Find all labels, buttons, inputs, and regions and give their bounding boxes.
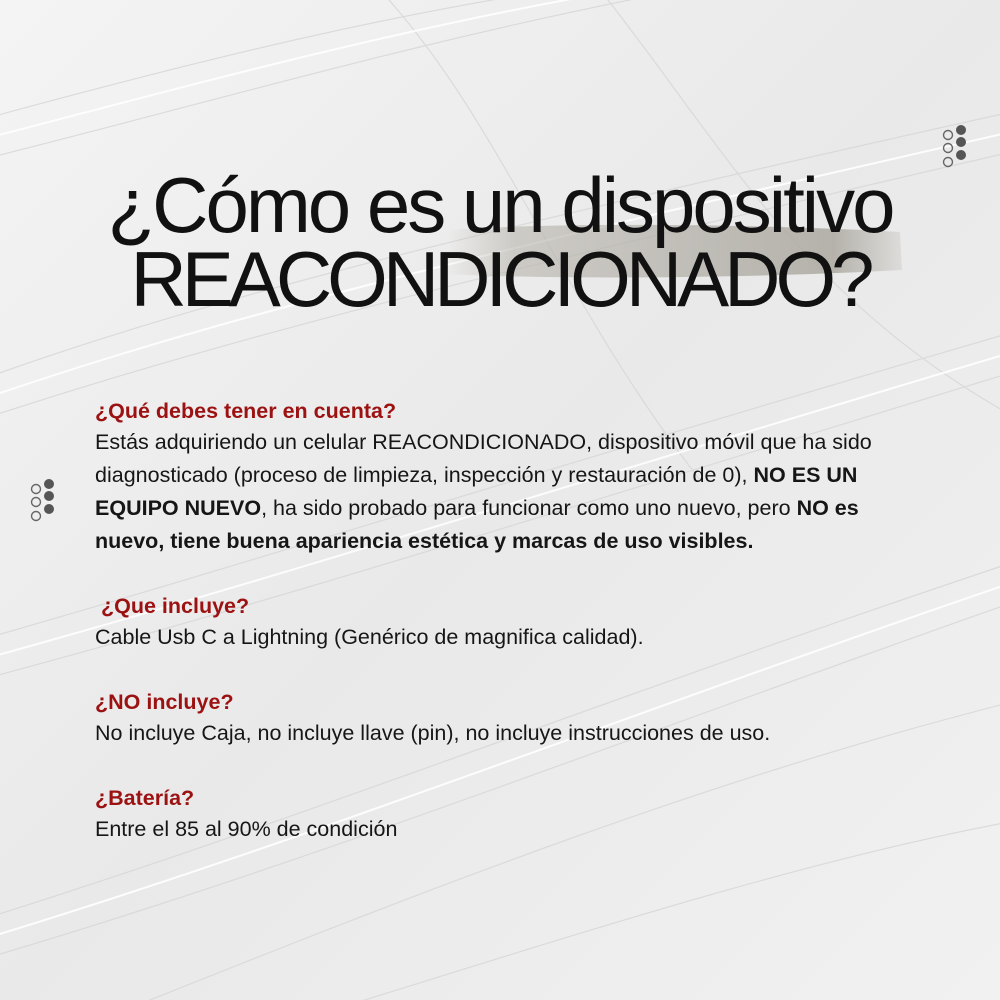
section-battery xyxy=(95,783,915,846)
section-text: No incluye Caja, no incluye llave (pin), no incluye instrucciones de uso. xyxy=(95,721,771,745)
section-text: Entre el 85 al 90% de condición xyxy=(95,817,398,841)
section-heading: ¿Batería? xyxy=(95,786,195,810)
section-heading: ¿NO incluye? xyxy=(95,690,234,714)
section-heading: ¿Que incluye? xyxy=(101,594,250,618)
text-segment: , ha sido probado para funcionar como uno nuevo, pero xyxy=(261,496,791,520)
section-text xyxy=(95,426,915,558)
section-not-included xyxy=(95,687,915,750)
section-considerations xyxy=(95,396,915,558)
section-heading: ¿Qué debes tener en cuenta? xyxy=(95,399,397,423)
dot-cluster-icon xyxy=(940,124,970,170)
section-includes xyxy=(95,591,915,654)
bold-segment: NO ES UN EQUIPO NUEVO xyxy=(95,463,858,520)
section-text: Cable Usb C a Lightning (Genérico de magnifica calidad). xyxy=(95,625,644,649)
title-line-1: ¿Cómo es un dispositivo xyxy=(107,161,893,249)
bold-segment: NO es nuevo, tiene buena apariencia estética y marcas de uso visibles. xyxy=(95,496,859,553)
content-body xyxy=(95,396,915,879)
text-segment: Estás adquiriendo un celular REACONDICIONADO, dispositivo móvil que ha sido diagnosticado (proceso de limpieza, inspección y restauración de 0), xyxy=(95,430,872,487)
page-title xyxy=(0,161,1000,323)
title-line-2: REACONDICIONADO? xyxy=(130,235,870,323)
dot-cluster-icon xyxy=(28,478,58,524)
